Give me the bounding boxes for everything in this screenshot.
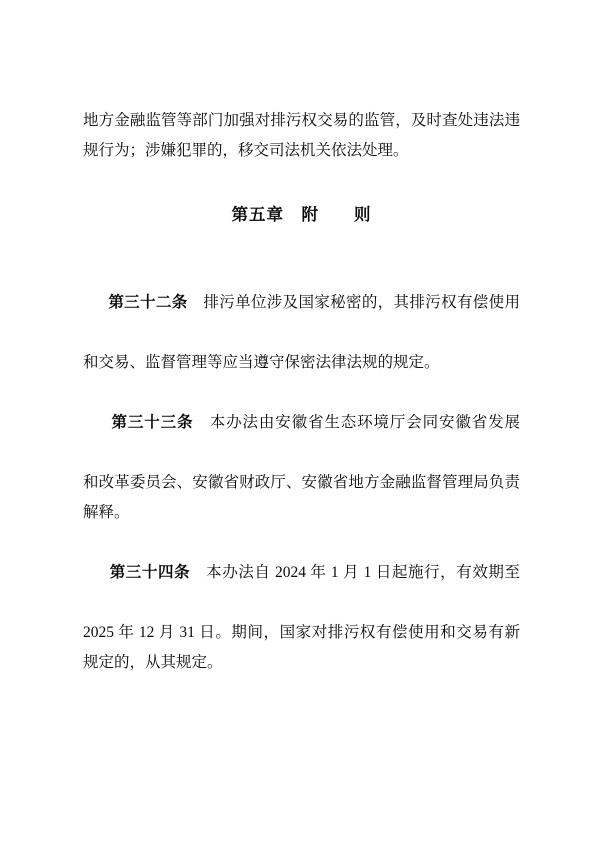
paragraph-continuation-line-2: 规行为；涉嫌犯罪的，移交司法机关依法处理。: [83, 142, 409, 159]
article-34-label: 第三十四条: [109, 564, 191, 581]
article-32-line-2: 和交易、监督管理等应当遵守保密法律法规的规定。: [83, 354, 440, 371]
article-32: [83, 258, 520, 378]
article-33-line-1: [83, 378, 520, 468]
paragraph-continuation-line-1: 地方金融监管等部门加强对排污权交易的监管，及时查处违法违: [83, 112, 520, 129]
paragraph-continuation: [83, 106, 520, 166]
article-32-label: 第三十二条: [108, 294, 188, 311]
article-34-line-1: [83, 528, 520, 618]
article-33-label: 第三十三条: [111, 414, 194, 431]
article-34: [83, 528, 520, 678]
article-32-line-1: [83, 258, 520, 348]
article-34-line-3: 规定的，从其规定。: [83, 654, 223, 671]
article-33-line-3: 解释。: [83, 504, 130, 521]
article-32-line-1-text: 排污单位涉及国家秘密的，其排污权有偿使用: [187, 294, 520, 311]
article-34-line-1-text: 本办法自 2024 年 1 月 1 日起施行，有效期至: [190, 564, 520, 581]
article-33-line-2: 和改革委员会、安徽省财政厅、安徽省地方金融监督管理局负责: [83, 474, 520, 491]
article-33-line-1-text: 本办法由安徽省生态环境厅会同安徽省发展: [193, 414, 520, 431]
article-34-line-2: 2025 年 12 月 31 日。期间，国家对排污权有偿使用和交易有新: [83, 624, 520, 641]
article-33: [83, 378, 520, 528]
chapter-heading: 第五章 附 则: [231, 206, 372, 224]
